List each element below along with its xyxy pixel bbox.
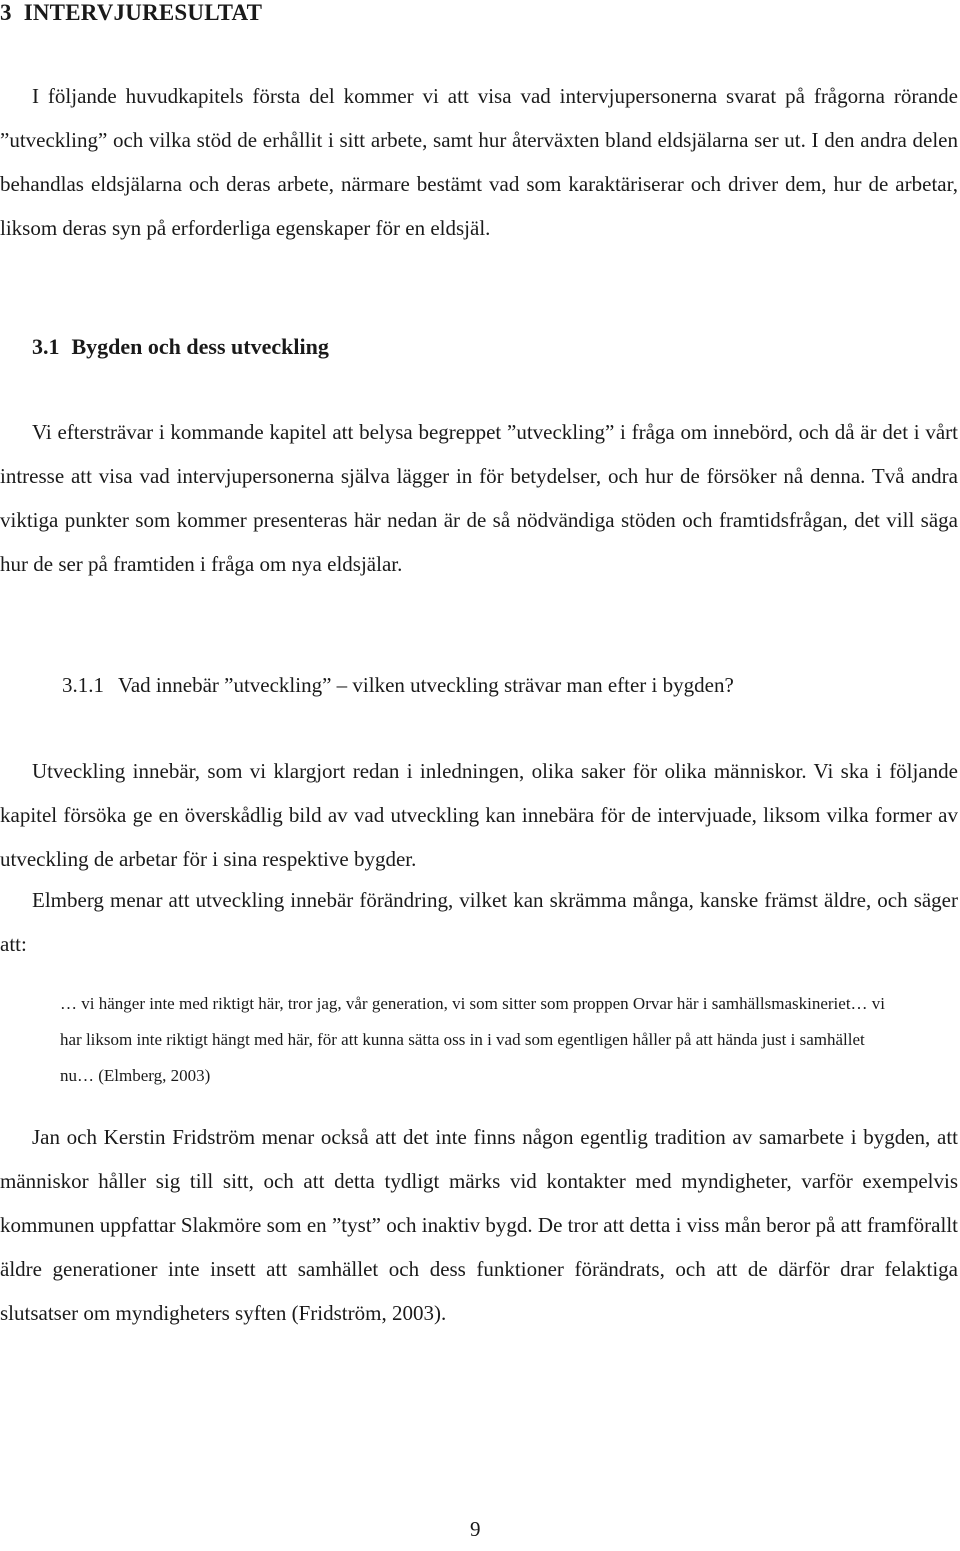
elmberg-paragraph: Elmberg menar att utveckling innebär förändring, vilket kan skrämma många, kanske främst äldre, och säger att: (0, 888, 958, 956)
utveckling-paragraph: Utveckling innebär, som vi klargjort redan i inledningen, olika saker för olika människor. Vi ska i följande kapitel försöka ge en överskådlig bild av vad utveckling kan innebära för de intervjuade, liksom vilka former av utveckling de arbetar för i sina respektive bygder. (0, 759, 958, 871)
section-number: 3.1 (32, 334, 60, 359)
chapter-heading (0, 0, 262, 26)
subsection-number: 3.1.1 (62, 673, 104, 697)
elmberg-quote: … vi hänger inte med riktigt här, tror jag, vår generation, vi som sitter som proppen Orvar här i samhällsmaskineriet… vi har liksom inte riktigt hängt med här, för att kunna sätta oss in i vad som egentligen håller på att hända just i samhället nu… (Elmberg, 2003) (60, 994, 886, 1085)
fridstrom-paragraph: Jan och Kerstin Fridström menar också att det inte finns någon egentlig tradition av samarbete i bygden, att människor håller sig till sitt, och att detta tydligt märks vid kontakter med myndigheter, varför exempelvis kommunen uppfattar Slakmöre som en ”tyst” och inaktiv bygd. De tror att detta i viss mån beror på att framförallt äldre generationer inte insett att samhället och dess funktioner förändrats, och att de därför drar felaktiga slutsatser om myndigheters syften (Fridström, 2003). (0, 1125, 958, 1325)
chapter-title: INTERVJURESULTAT (23, 0, 263, 25)
page-number: 9 (470, 1517, 481, 1541)
subsection-title: Vad innebär ”utveckling” – vilken utveckling strävar man efter i bygden? (118, 673, 734, 697)
section-heading (32, 334, 329, 360)
section-paragraph: Vi eftersträvar i kommande kapitel att belysa begreppet ”utveckling” i fråga om innebörd, och då är det i vårt intresse att visa vad intervjupersonerna själva lägger in för betydelser, och hur de försöker nå denna. Två andra viktiga punkter som kommer presenteras här nedan är de så nödvändiga stöden och framtidsfrågan, det vill säga hur de ser på framtiden i fråga om nya eldsjälar. (0, 420, 958, 576)
chapter-number: 3 (0, 0, 12, 25)
subsection-heading (62, 673, 734, 698)
intro-paragraph: I följande huvudkapitels första del kommer vi att visa vad intervjupersonerna svarat på frågorna rörande ”utveckling” och vilka stöd de erhållit i sitt arbete, samt hur återväxten bland eldsjälarna ser ut. I den andra delen behandlas eldsjälarna och deras arbete, närmare bestämt vad som karaktäriserar och driver dem, hur de arbetar, liksom deras syn på erforderliga egenskaper för en eldsjäl. (0, 84, 958, 240)
section-title: Bygden och dess utveckling (71, 334, 329, 359)
